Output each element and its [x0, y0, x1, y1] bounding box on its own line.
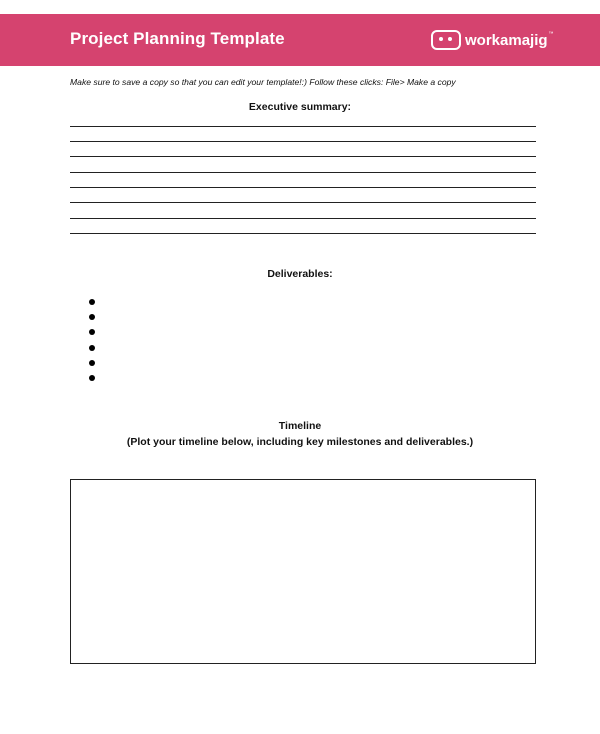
header-banner: [0, 14, 600, 66]
writing-line[interactable]: [70, 141, 536, 142]
list-item[interactable]: [89, 360, 95, 366]
deliverables-list[interactable]: [89, 299, 95, 390]
brand-logo: [431, 29, 554, 51]
list-item[interactable]: [89, 314, 95, 320]
writing-line[interactable]: [70, 218, 536, 219]
writing-line[interactable]: [70, 202, 536, 203]
list-item[interactable]: [89, 329, 95, 335]
writing-line[interactable]: [70, 126, 536, 127]
writing-line[interactable]: [70, 233, 536, 234]
brand-name: workamajig: [465, 31, 548, 49]
writing-line[interactable]: [70, 187, 536, 188]
writing-line[interactable]: [70, 172, 536, 173]
timeline-subtitle: (Plot your timeline below, including key milestones and deliverables.): [126, 436, 474, 448]
timeline-box[interactable]: [70, 479, 536, 664]
page-title: Project Planning Template: [70, 29, 285, 48]
robot-face-icon: [431, 30, 461, 50]
save-copy-instruction: Make sure to save a copy so that you can edit your template!:) Follow these clicks: File> Make a copy: [70, 77, 456, 87]
list-item[interactable]: [89, 345, 95, 351]
timeline-heading: Timeline: [278, 420, 322, 432]
writing-line[interactable]: [70, 156, 536, 157]
executive-summary-heading: Executive summary:: [248, 101, 352, 113]
deliverables-heading: Deliverables:: [267, 268, 333, 280]
list-item[interactable]: [89, 299, 95, 305]
trademark-mark: ™: [548, 31, 554, 37]
list-item[interactable]: [89, 375, 95, 381]
